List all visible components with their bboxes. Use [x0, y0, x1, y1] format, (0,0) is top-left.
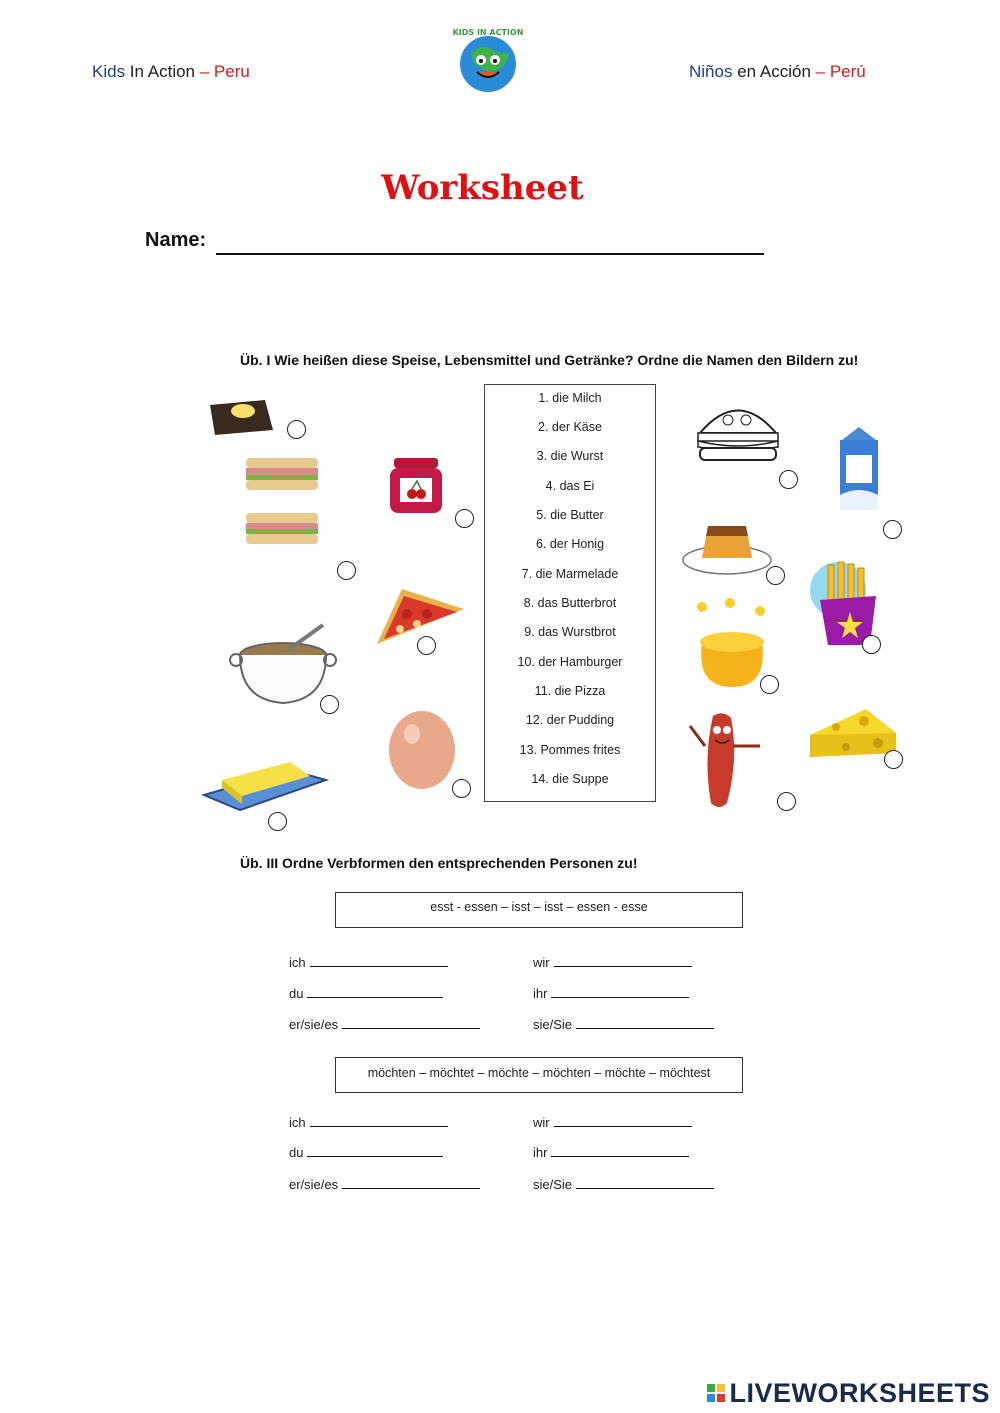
- pudding-picture: [680, 518, 775, 578]
- person-row: [289, 1114, 448, 1130]
- answer-circle[interactable]: [760, 675, 779, 694]
- person-row: [533, 1144, 689, 1160]
- header-ninos: Niños: [689, 62, 733, 81]
- liveworksheets-brand: LIVEWORKSHEETS: [729, 1377, 990, 1408]
- answer-blank[interactable]: [342, 1016, 480, 1029]
- answer-blank[interactable]: [310, 1114, 448, 1127]
- liveworksheets-logo: [707, 1378, 990, 1408]
- verb-forms-box-moechten: möchten – möchtet – möchte – möchten – möchte – möchtest: [335, 1057, 743, 1093]
- answer-blank[interactable]: [554, 954, 692, 967]
- answer-blank[interactable]: [554, 1114, 692, 1127]
- answer-circle[interactable]: [766, 566, 785, 585]
- answer-blank[interactable]: [342, 1176, 480, 1189]
- person-label: wir: [533, 1115, 550, 1130]
- french-fries-picture: [798, 560, 903, 650]
- answer-blank[interactable]: [551, 1144, 689, 1157]
- word-item: 10. der Hamburger: [517, 655, 623, 669]
- person-label: er/sie/es: [289, 1177, 339, 1192]
- answer-circle[interactable]: [268, 812, 287, 831]
- person-label: er/sie/es: [289, 1017, 339, 1032]
- person-row: [289, 1016, 480, 1032]
- answer-blank[interactable]: [576, 1176, 714, 1189]
- person-row: [289, 1144, 443, 1160]
- logo-text: KIDS IN ACTION: [452, 28, 524, 37]
- sausage-picture: [685, 706, 770, 811]
- word-item: 1. die Milch: [538, 391, 602, 405]
- answer-circle[interactable]: [287, 420, 306, 439]
- person-row: [533, 954, 692, 970]
- kids-in-action-logo: [443, 20, 533, 108]
- name-input-line[interactable]: [216, 253, 764, 255]
- milk-carton-picture: [834, 425, 884, 515]
- person-label: ich: [289, 955, 306, 970]
- word-item: 5. die Butter: [536, 508, 604, 522]
- person-label: du: [289, 1145, 304, 1160]
- person-label: ich: [289, 1115, 306, 1130]
- answer-circle[interactable]: [884, 750, 903, 769]
- answer-circle[interactable]: [337, 561, 356, 580]
- word-item: 12. der Pudding: [525, 713, 615, 727]
- word-item: 6. der Honig: [535, 537, 605, 551]
- person-row: [289, 985, 443, 1001]
- answer-blank[interactable]: [310, 954, 448, 967]
- header-en-accion: en Acción: [732, 62, 811, 81]
- person-label: du: [289, 986, 304, 1001]
- person-row: [289, 1176, 480, 1192]
- answer-circle[interactable]: [862, 635, 881, 654]
- header-peru: – Peru: [195, 62, 250, 81]
- butter-piece-picture: [205, 395, 275, 440]
- person-row: [533, 1016, 714, 1032]
- liveworksheets-squares-icon: [707, 1384, 725, 1402]
- page-title: Worksheet: [381, 168, 584, 208]
- person-label: sie/Sie: [533, 1177, 573, 1192]
- word-item: 3. die Wurst: [536, 449, 604, 463]
- answer-blank[interactable]: [307, 1144, 443, 1157]
- answer-blank[interactable]: [551, 985, 689, 998]
- word-item: 2. der Käse: [538, 420, 602, 434]
- name-label: Name:: [145, 229, 207, 251]
- answer-circle[interactable]: [452, 779, 471, 798]
- header-kids: Kids: [92, 62, 126, 81]
- word-item: 13. Pommes frites: [519, 743, 621, 757]
- exercise-1-instruction: Üb. I Wie heißen diese Speise, Lebensmittel und Getränke? Ordne die Namen den Bildern zu!: [240, 352, 859, 368]
- header-left: [92, 62, 250, 82]
- header-right: [689, 62, 866, 82]
- person-row: [533, 1176, 714, 1192]
- person-row: [533, 1114, 692, 1130]
- answer-circle[interactable]: [455, 509, 474, 528]
- verb-forms-box-essen: esst - essen – isst – isst – essen - esse: [335, 892, 743, 928]
- word-item: 14. die Suppe: [531, 772, 609, 786]
- answer-circle[interactable]: [777, 792, 796, 811]
- word-item: 11. die Pizza: [534, 684, 606, 698]
- word-list-box: [484, 384, 656, 802]
- person-label: wir: [533, 955, 550, 970]
- answer-circle[interactable]: [883, 520, 902, 539]
- answer-circle[interactable]: [320, 695, 339, 714]
- butter-dish-picture: [200, 750, 330, 815]
- word-item: 4. das Ei: [545, 479, 595, 493]
- sandwich-picture: [243, 453, 323, 548]
- word-item: 8. das Butterbrot: [523, 596, 617, 610]
- person-row: [289, 954, 448, 970]
- person-label: sie/Sie: [533, 1017, 573, 1032]
- answer-circle[interactable]: [779, 470, 798, 489]
- answer-blank[interactable]: [307, 985, 443, 998]
- person-label: ihr: [533, 986, 548, 1001]
- person-label: ihr: [533, 1145, 548, 1160]
- answer-circle[interactable]: [417, 636, 436, 655]
- answer-blank[interactable]: [576, 1016, 714, 1029]
- jam-jar-picture: [386, 456, 446, 516]
- word-item: 7. die Marmelade: [521, 567, 619, 581]
- header-peru-es: – Perú: [810, 62, 866, 81]
- egg-picture: [385, 706, 460, 791]
- person-row: [533, 985, 689, 1001]
- exercise-3-instruction: Üb. III Ordne Verbformen den entsprechenden Personen zu!: [240, 855, 638, 871]
- word-item: 9. das Wurstbrot: [524, 625, 616, 639]
- header-in-action: In Action: [125, 62, 196, 81]
- hamburger-picture: [688, 398, 788, 468]
